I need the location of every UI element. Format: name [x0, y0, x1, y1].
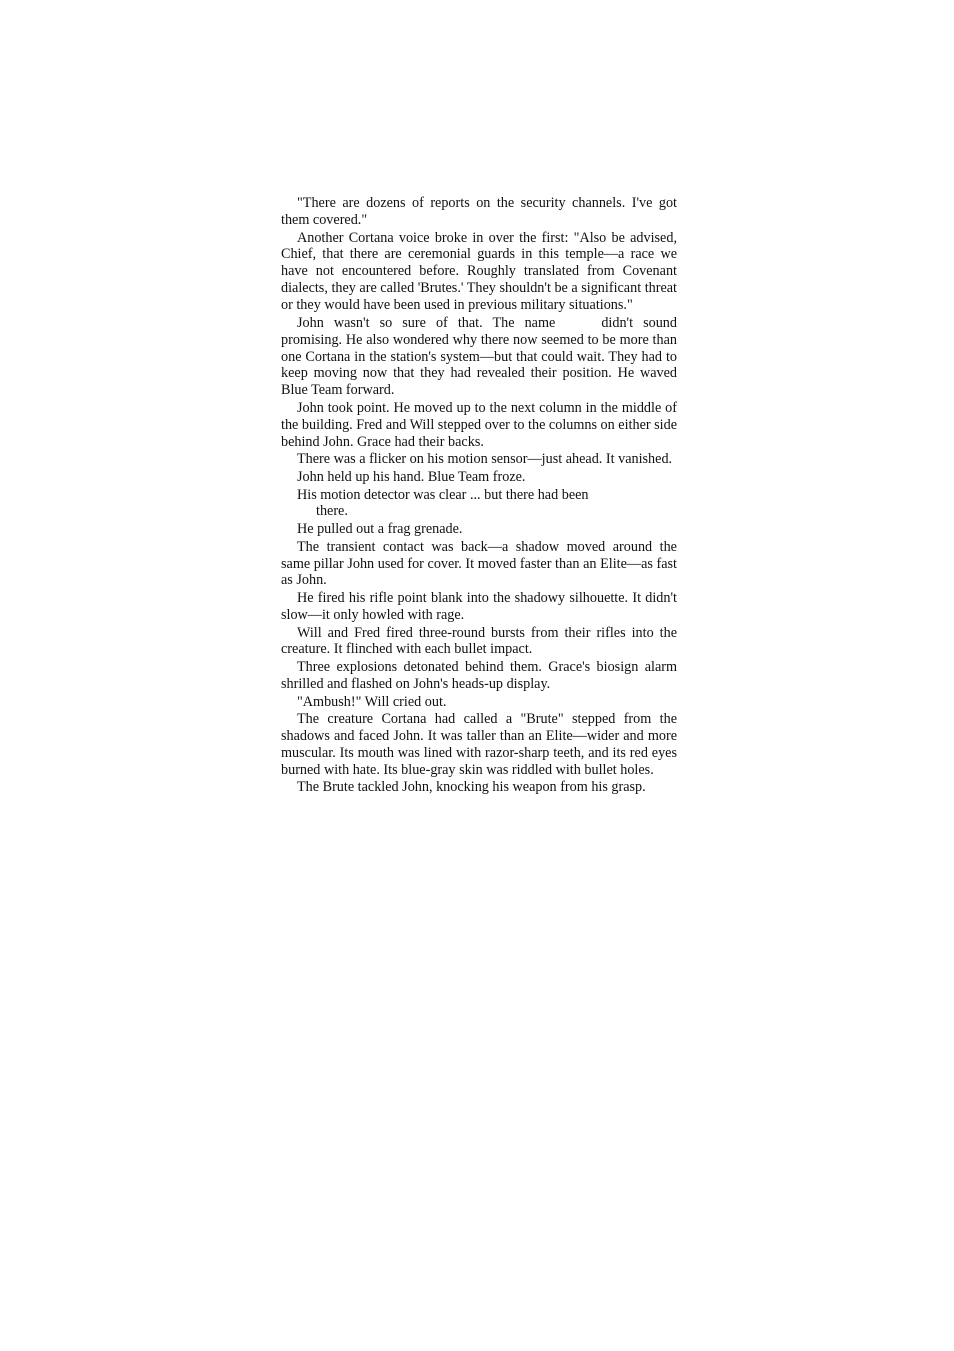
paragraph-text: Another Cortana voice broke in over the first: "Also be advised, Chief, that there are ceremonial guards in this temple—a race we have not encountered before. Roughly translated from Covenant dialects, they are called 'Brutes.' They shouldn't be a significant threat or they would have been used in previous military situations." [281, 229, 677, 314]
paragraph-text: "Ambush!" Will cried out. [297, 693, 447, 710]
paragraph-text: John held up his hand. Blue Team froze. [297, 468, 526, 485]
paragraph [281, 539, 677, 590]
body-text [281, 195, 677, 797]
paragraph [281, 659, 677, 693]
paragraph-text: He pulled out a frag grenade. [297, 521, 463, 538]
paragraph [281, 469, 677, 486]
paragraph [281, 487, 677, 521]
paragraph-text: John took point. He moved up to the next column in the middle of the building. Fred and Will stepped over to the columns on either side behind John. Grace had their backs. [281, 399, 677, 450]
paragraph-text: His motion detector was clear ... but there had been [297, 486, 589, 503]
paragraph-text: The creature Cortana had called a "Brute" stepped from the shadows and faced John. It was taller than an Elite—wider and more muscular. Its mouth was lined with razor-sharp teeth, and its red eyes burned with hate. Its blue-gray skin was riddled with bullet holes. [281, 711, 677, 778]
paragraph-text: didn't sound promising. He also wondered why there now seemed to be more than one Cortana in the station's system—but that could wait. They had to keep moving now that they had revealed their position. He waved Blue Team forward. [281, 314, 677, 399]
paragraph-text: Three explosions detonated behind them. Grace's biosign alarm shrilled and flashed on John's heads-up display. [281, 659, 677, 692]
paragraph-continuation: there. [316, 503, 348, 520]
paragraph [281, 315, 677, 400]
paragraph [281, 590, 677, 624]
paragraph [281, 711, 677, 779]
paragraph-text: The Brute tackled John, knocking his weapon from his grasp. [297, 779, 646, 796]
paragraph [281, 195, 677, 229]
paragraph [281, 779, 677, 796]
paragraph-text: Will and Fred fired three-round bursts from their rifles into the creature. It flinched with each bullet impact. [281, 624, 677, 658]
paragraph-text: He fired his rifle point blank into the shadowy silhouette. It didn't slow—it only howled with rage. [281, 590, 677, 623]
paragraph [281, 400, 677, 451]
paragraph [281, 451, 677, 468]
paragraph [281, 521, 677, 538]
paragraph [281, 694, 677, 711]
paragraph-text: The transient contact was back—a shadow moved around the same pillar John used for cover. It moved faster than an Elite—as fast as John. [281, 538, 677, 589]
paragraph [281, 625, 677, 659]
paragraph-text: John wasn't so sure of that. The name [297, 314, 556, 331]
paragraph [281, 230, 677, 315]
paragraph-text: "There are dozens of reports on the security channels. I've got them covered." [281, 195, 677, 228]
paragraph-text: There was a flicker on his motion sensor—just ahead. It vanished. [297, 451, 673, 468]
